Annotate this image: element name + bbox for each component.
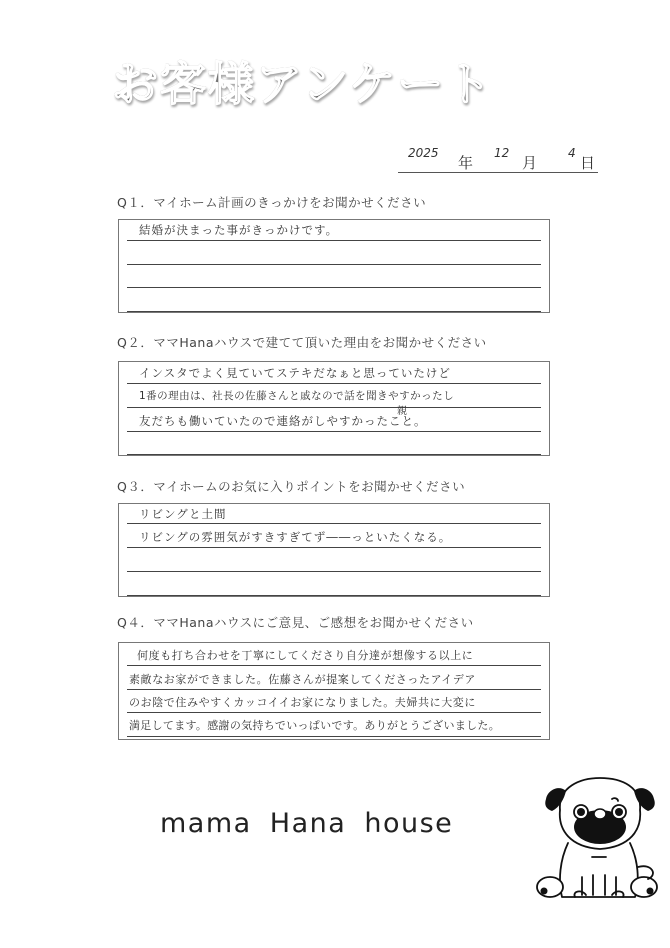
survey-title: お客様アンケート	[112, 48, 493, 114]
rule-line	[127, 523, 541, 524]
question-2-label: Q２．ママHanaハウスで建てて頂いた理由をお聞かせください	[117, 335, 487, 350]
rule-line	[127, 407, 541, 408]
answer-2-line-2: 1番の理由は、社長の佐藤さんと戚なので話を聞きやすかったし	[139, 390, 455, 402]
date-year: 2025	[408, 146, 439, 160]
answer-4-line-2: 素敵なお家ができました。佐藤さんが提案してくださったアイデア	[129, 673, 477, 686]
rule-line	[127, 665, 541, 666]
rule-line	[127, 736, 541, 737]
answer-2-line-1: インスタでよく見ていてステキだなぁと思っていたけど	[139, 366, 451, 380]
rule-line	[127, 547, 541, 548]
answer-2-line-3: 友だちも働いていたので連絡がしやすかったこと。	[139, 414, 427, 428]
pug-mascot-icon	[530, 775, 670, 915]
rule-line	[127, 571, 541, 572]
answer-4-line-3: のお陰で住みやすくカッコイイお家になりました。夫婦共に大変に	[129, 696, 477, 709]
rule-line	[127, 595, 541, 596]
date-year-label: 年	[458, 154, 474, 172]
rule-line	[127, 712, 541, 713]
date-day-label: 日	[580, 154, 596, 172]
rule-line	[127, 240, 541, 241]
date-field	[398, 146, 598, 173]
answer-1-line-1: 結婚が決まった事がきっかけです。	[139, 223, 339, 237]
date-month-label: 月	[522, 154, 538, 172]
rule-line	[127, 383, 541, 384]
rule-line	[127, 287, 541, 288]
question-3-answer-box	[118, 503, 550, 597]
date-day: 4	[568, 146, 576, 160]
brand-logo-text: mama Hana house	[160, 808, 454, 839]
answer-4-line-4: 満足してます。感謝の気持ちでいっぱいです。ありがとうございました。	[129, 719, 501, 732]
question-3-label: Q３．マイホームのお気に入りポイントをお聞かせください	[117, 479, 466, 494]
question-1-answer-box	[118, 219, 550, 313]
answer-3-line-1: リビングと土間	[139, 507, 227, 521]
question-2-answer-box	[118, 361, 550, 456]
rule-line	[127, 454, 541, 455]
rule-line	[127, 431, 541, 432]
rule-line	[127, 311, 541, 312]
correction-annotation: 親	[397, 406, 407, 417]
answer-4-line-1: 何度も打ち合わせを丁寧にしてくださり自分達が想像する以上に	[137, 649, 474, 662]
answer-3-line-2: リビングの雰囲気がすきすぎてず――っといたくなる。	[139, 530, 452, 544]
question-4-label: Q４．ママHanaハウスにご意見、ご感想をお聞かせください	[117, 615, 474, 630]
question-4-answer-box	[118, 642, 550, 740]
rule-line	[127, 264, 541, 265]
date-month: 12	[494, 146, 510, 160]
question-1-label: Q１．マイホーム計画のきっかけをお聞かせください	[117, 195, 427, 210]
rule-line	[127, 689, 541, 690]
